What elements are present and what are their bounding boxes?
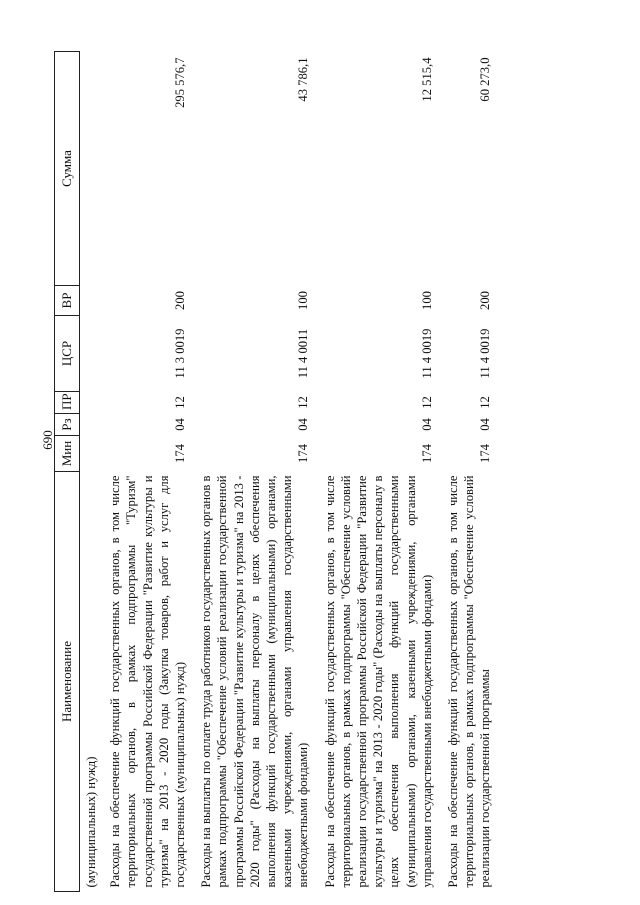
row-pr: 12 [173, 396, 188, 409]
table-row [194, 52, 317, 892]
row-vr: 200 [173, 291, 188, 310]
row-rz: 04 [419, 418, 434, 431]
row-vr: 100 [419, 291, 434, 310]
row-min: 174 [419, 444, 434, 463]
row-csr: 11 4 0019 [478, 328, 493, 379]
row-csr: 11 4 0019 [419, 328, 434, 379]
row-pr: 12 [419, 396, 434, 409]
header-vr: ВР [55, 286, 80, 316]
row-sum: 60 273,0 [478, 57, 493, 102]
header-min: Мин [55, 436, 80, 472]
rotated-page-content [54, 52, 586, 892]
table-row [80, 52, 104, 892]
row-min: 174 [296, 444, 311, 463]
row-csr: 11 3 0019 [173, 328, 188, 379]
row-rz [80, 414, 104, 436]
row-pr: 12 [478, 396, 493, 409]
header-csr: ЦСР [55, 316, 80, 392]
row-sum: 12 515,4 [419, 57, 434, 102]
header-sum: Сумма [55, 52, 80, 286]
header-rz: Рз [55, 414, 80, 436]
table-row [441, 52, 500, 892]
row-min: 174 [173, 444, 188, 463]
row-name: Расходы на обеспечение функций государственных органов, в том числе территориальных органов, в рамках подпрограммы "Обеспечение условий реализации государственной программы Российской Федерации "Развитие культуры и туризма" на 2013 - 2020 годы" (Расходы на выплаты персоналу в целях обеспечения выполнения функций государственными (муниципальными) органами, казенными учреждениями, органами управления государственными внебюджетными фондами) [322, 475, 434, 888]
row-name: Расходы на обеспечение функций государственных органов, в том числе территориальных органов, в рамках подпрограммы "Обеспечение условий реализации государственной программы [446, 475, 493, 888]
row-vr [80, 286, 104, 316]
row-vr: 100 [296, 291, 311, 310]
row-min: 174 [478, 444, 493, 463]
row-rz: 04 [478, 418, 493, 431]
header-name: Наименование [55, 472, 80, 892]
row-name: Расходы на обеспечение функций государственных органов, в том числе территориальных органов, в рамках подпрограммы "Туризм" государственной программы Российской Федерации "Развитие культуры и туризма" на 2013 - 2020 годы (Закупка товаров, работ и услуг для государственных (муниципальных) нужд) [108, 475, 188, 888]
row-sum [80, 52, 104, 286]
row-csr [80, 316, 104, 392]
row-sum: 295 576,7 [173, 57, 188, 108]
row-csr: 11 4 0011 [296, 328, 311, 379]
row-min [80, 436, 104, 472]
row-name: Расходы на выплаты по оплате труда работников государственных органов в рамках подпрограммы "Обеспечение условий реализации государственной программы Российской Федерации "Развитие культуры и туризма" на 2013 - 2020 годы" (Расходы на выплаты персоналу в целях обеспечения выполнения функций государственными (муниципальными) органами, казенными учреждениями, органами управления государственными внебюджетными фондами) [199, 475, 311, 888]
table-row [103, 52, 194, 892]
table-header-row [55, 52, 80, 892]
table-row [318, 52, 441, 892]
row-rz: 04 [296, 418, 311, 431]
header-pr: ПР [55, 392, 80, 414]
row-pr [80, 392, 104, 414]
row-pr: 12 [296, 396, 311, 409]
row-rz: 04 [173, 418, 188, 431]
budget-table [54, 51, 500, 892]
row-sum: 43 786,1 [296, 57, 311, 102]
row-vr: 200 [478, 291, 493, 310]
row-name: (муниципальных) нужд) [84, 756, 98, 888]
page-number: 690 [40, 430, 55, 450]
